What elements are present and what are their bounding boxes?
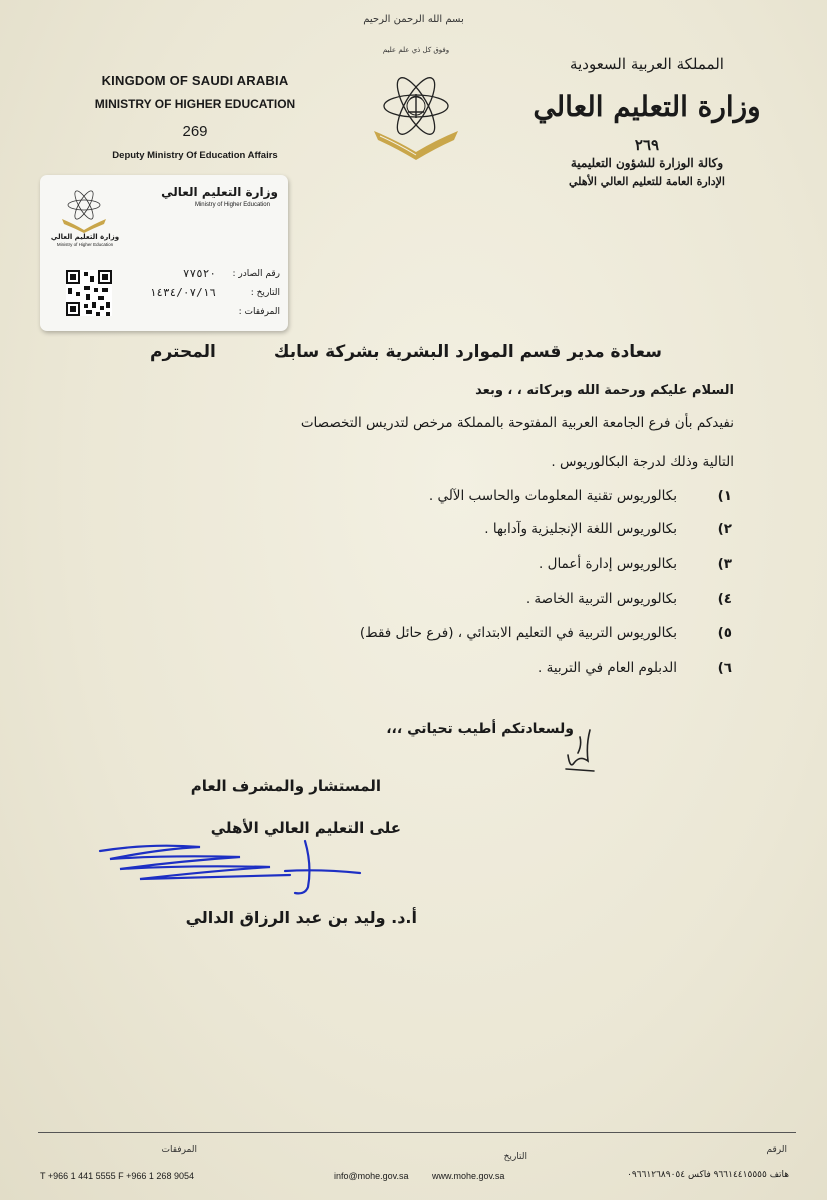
- date-value: ١٤٣٤/٠٧/١٦: [149, 286, 216, 299]
- header-ar-deputy: وكالة الوزارة للشؤون التعليمية: [570, 156, 724, 170]
- initials-signature-icon: [560, 725, 600, 775]
- program-number: ٦): [717, 660, 732, 676]
- program-item: بكالوريوس التربية الخاصة .: [525, 591, 677, 607]
- basmala: بسم الله الرحمن الرحيم: [363, 14, 464, 25]
- greeting: السلام عليكم ورحمة الله وبركاته ، ، وبعد: [475, 383, 734, 398]
- mini-emblem-icon: [54, 183, 114, 233]
- issue-stamp-card: [40, 175, 288, 331]
- qr-code-icon: [66, 270, 112, 316]
- recipient-line: سعادة مدير قسم الموارد البشرية بشركة سابك: [273, 342, 662, 362]
- program-item: الدبلوم العام في التربية .: [538, 660, 677, 676]
- footer-phone-en: T +966 1 441 5555 F +966 1 268 9054: [40, 1171, 194, 1181]
- footer-website: www.mohe.gov.sa: [432, 1171, 505, 1181]
- program-item: بكالوريوس تقنية المعلومات والحاسب الآلي .: [428, 488, 677, 504]
- honorific: المحترم: [150, 342, 216, 362]
- mini-emblem-en: Ministry of Higher Education: [56, 242, 114, 247]
- program-item: بكالوريوس إدارة أعمال .: [539, 556, 677, 572]
- closing-line: ولسعادتكم أطيب تحياتي ،،،: [386, 721, 574, 737]
- program-number: ٣): [717, 556, 732, 572]
- header-ar-ministry: وزارة التعليم العالي: [533, 90, 761, 123]
- header-en-code: 269: [182, 123, 208, 140]
- signature-icon: [90, 835, 370, 900]
- header-en-deputy: Deputy Ministry Of Education Affairs: [112, 150, 278, 161]
- ministry-emblem-icon: [366, 36, 466, 171]
- program-number: ٢): [717, 521, 732, 537]
- date-label: التاريخ :: [250, 288, 280, 298]
- program-number: ٤): [717, 591, 732, 607]
- emblem-motto: وفوق كل ذي علم عليم: [382, 46, 450, 54]
- program-item: بكالوريوس اللغة الإنجليزية وآدابها .: [484, 521, 677, 537]
- header-en-ministry: MINISTRY OF HIGHER EDUCATION: [94, 97, 296, 111]
- attachments-label: المرفقات :: [238, 307, 280, 317]
- header-ar-country: المملكة العربية السعودية: [570, 55, 724, 73]
- footer-email: info@mohe.gov.sa: [334, 1171, 409, 1181]
- footer-attachments-label: المرفقات: [161, 1145, 197, 1155]
- issue-number-label: رقم الصادر :: [232, 269, 280, 279]
- intro-line-1: نفيدكم بأن فرع الجامعة العربية المفتوحة بالمملكة مرخص لتدريس التخصصات: [300, 415, 734, 431]
- footer-phone-ar: هاتف ٩٦٦١٤٤١٥٥٥٥ فاكس ٠٩٦٦١٢٦٨٩٠٥٤: [627, 1170, 789, 1180]
- footer-divider: [38, 1132, 796, 1133]
- header-ar-code: ٢٦٩: [634, 136, 660, 154]
- signer-title-1: المستشار والمشرف العام: [190, 777, 381, 795]
- signer-title-2: على التعليم العالي الأهلي: [210, 819, 401, 837]
- header-ar-department: الإدارة العامة للتعليم العالي الأهلي: [569, 175, 725, 188]
- mini-emblem-title: وزارة التعليم العالي: [50, 233, 120, 241]
- footer-date-label: التاريخ: [503, 1152, 527, 1162]
- program-number: ٥): [717, 625, 732, 641]
- program-item: بكالوريوس التربية في التعليم الابتدائي ، (فرع حائل فقط): [359, 625, 677, 641]
- header-en-country: KINGDOM OF SAUDI ARABIA: [101, 73, 289, 88]
- card-subtitle-en: Ministry of Higher Education: [194, 202, 270, 208]
- card-title: وزارة التعليم العالي: [161, 185, 278, 199]
- signer-name: أ.د. وليد بن عبد الرزاق الدالي: [185, 908, 417, 927]
- program-number: ١): [717, 488, 732, 504]
- issue-number-value: ٧٧٥٢٠: [182, 267, 216, 280]
- footer-ref-label: الرقم: [766, 1145, 787, 1155]
- intro-line-2: التالية وذلك لدرجة البكالوريوس .: [551, 454, 734, 470]
